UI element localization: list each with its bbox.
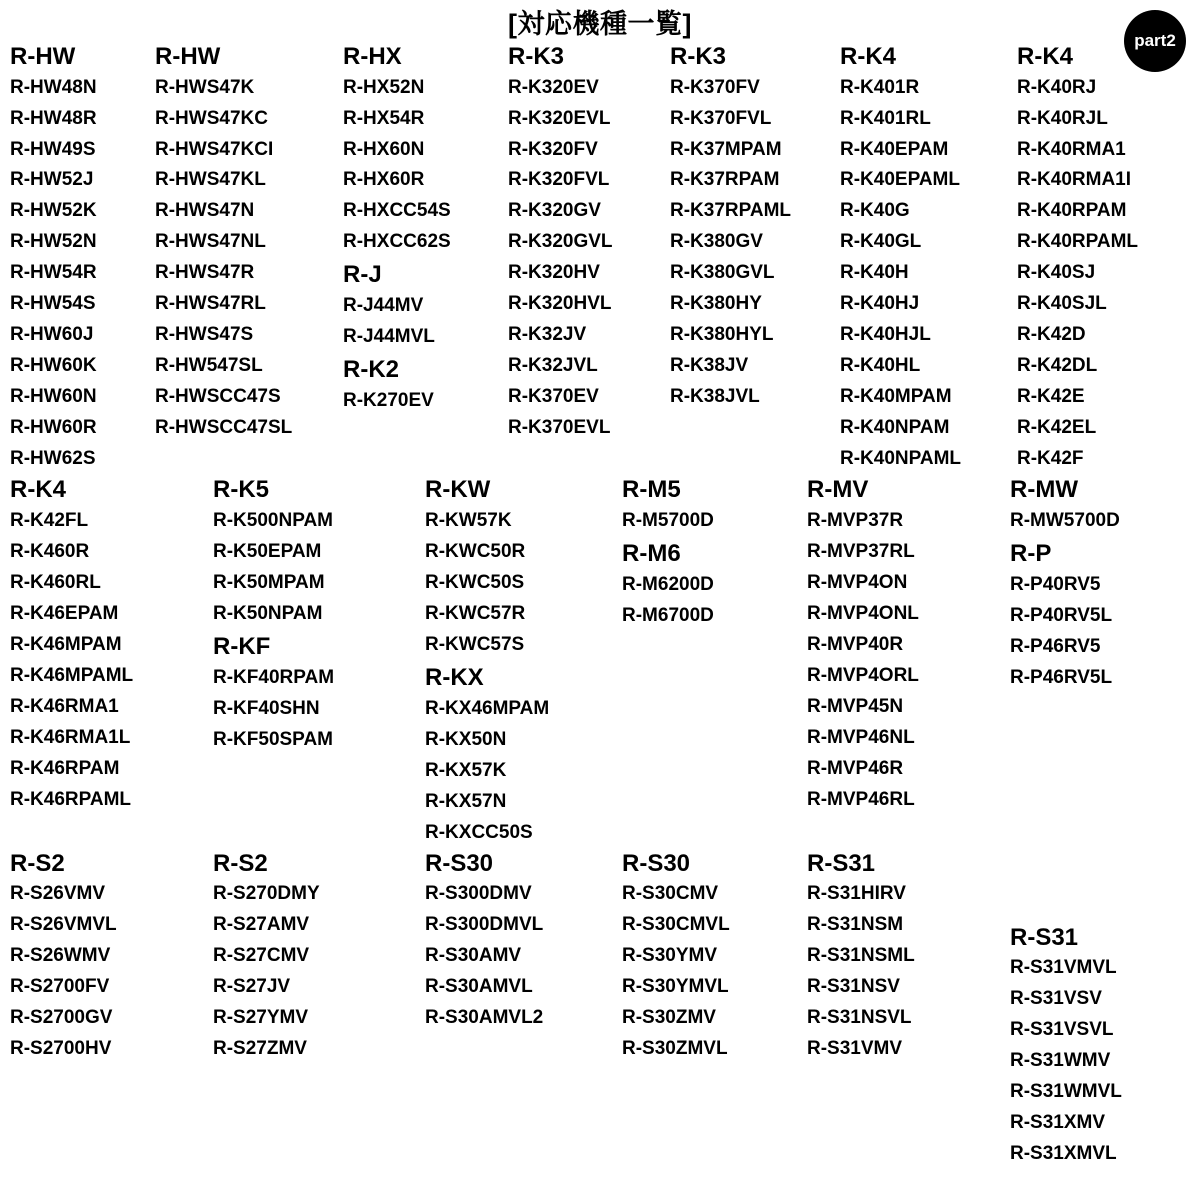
- model-column: [343, 44, 508, 417]
- model-item: R-HWS47NL: [155, 231, 266, 253]
- model-item: R-KWC57R: [425, 602, 526, 624]
- model-item: R-K320HV: [508, 262, 600, 284]
- group-heading: R-HX: [343, 42, 402, 70]
- model-item: R-K40SJ: [1017, 262, 1096, 284]
- model-item: R-K40EPAM: [840, 138, 949, 160]
- model-item: R-K38JV: [670, 355, 749, 377]
- model-item: R-K320FVL: [508, 169, 610, 191]
- model-item: R-K370FV: [670, 76, 760, 98]
- model-item: R-K380HY: [670, 293, 762, 315]
- model-item: R-P40RV5: [1010, 573, 1101, 595]
- model-item: R-S2700HV: [10, 1038, 112, 1060]
- model-item: R-HW52N: [10, 231, 97, 253]
- model-item: R-K320GV: [508, 200, 601, 222]
- group-heading: R-S30: [622, 849, 691, 877]
- model-item: R-P46RV5: [1010, 635, 1101, 657]
- model-item: R-S27AMV: [213, 914, 310, 936]
- model-item: R-K37MPAM: [670, 138, 782, 160]
- model-item: R-K46RMA1: [10, 695, 119, 717]
- model-column: [1010, 851, 1190, 1171]
- model-item: R-KX46MPAM: [425, 697, 550, 719]
- model-item: R-K460R: [10, 541, 90, 562]
- group-heading: R-MW: [1010, 476, 1078, 504]
- model-item: R-K270EV: [343, 390, 434, 412]
- model-item: R-MVP45N: [807, 695, 904, 717]
- group-heading: R-M5: [622, 476, 681, 504]
- model-item: R-HWS47RL: [155, 293, 266, 315]
- model-item: R-K320FV: [508, 138, 598, 160]
- model-item: R-HW60J: [10, 324, 94, 346]
- model-item: R-HW52J: [10, 169, 94, 191]
- group-heading: R-MV: [807, 476, 869, 504]
- model-item: R-HWS47KC: [155, 107, 268, 129]
- model-item: R-HWS47N: [155, 200, 255, 222]
- model-item: R-K32JV: [508, 324, 587, 346]
- model-item: R-S31VSVL: [1010, 1019, 1114, 1041]
- group-heading: R-KX: [425, 663, 484, 691]
- model-item: R-S270DMY: [213, 883, 320, 905]
- group-heading: R-P: [1010, 540, 1052, 567]
- model-item: R-K370EV: [508, 386, 599, 408]
- model-item: R-S26VMV: [10, 883, 106, 905]
- model-item: R-S26WMV: [10, 945, 111, 967]
- model-item: R-KX57K: [425, 759, 507, 781]
- model-item: R-K37RPAM: [670, 169, 780, 191]
- model-column: [1017, 44, 1190, 475]
- model-item: R-S30ZMVL: [622, 1038, 728, 1060]
- model-item: R-K370EVL: [508, 417, 611, 439]
- model-column: [622, 851, 807, 1066]
- model-item: R-MVP4ONL: [807, 602, 919, 624]
- model-column: [807, 477, 1010, 816]
- model-band-3: [10, 851, 1190, 1171]
- model-item: R-K320EVL: [508, 107, 611, 129]
- model-item: R-HX54R: [343, 107, 425, 129]
- model-item: R-K40RPAM: [1017, 200, 1127, 222]
- model-item: R-HW60R: [10, 417, 97, 439]
- group-heading: R-K3: [670, 42, 727, 70]
- group-heading: R-K4: [10, 476, 67, 504]
- model-item: R-KWC50R: [425, 541, 526, 562]
- model-item: R-K40H: [840, 262, 909, 284]
- model-item: R-K38JVL: [670, 386, 760, 408]
- group-heading: R-KW: [425, 476, 491, 504]
- model-column: [10, 44, 155, 475]
- model-item: R-MVP37R: [807, 510, 904, 532]
- model-item: R-K42F: [1017, 448, 1084, 470]
- group-heading: R-HW: [155, 42, 221, 70]
- model-item: R-KF40RPAM: [213, 666, 335, 688]
- model-column: [425, 851, 622, 1035]
- group-heading: R-K2: [343, 356, 400, 384]
- model-item: R-K46MPAM: [10, 633, 122, 655]
- group-heading: R-S2: [10, 849, 65, 877]
- model-item: R-K40RJ: [1017, 76, 1097, 98]
- model-item: R-K380HYL: [670, 324, 774, 346]
- model-item: R-KX50N: [425, 728, 507, 750]
- model-item: R-J44MV: [343, 295, 424, 317]
- model-item: R-K320GVL: [508, 231, 613, 253]
- model-item: R-S30CMV: [622, 883, 719, 905]
- model-item: R-K42DL: [1017, 355, 1098, 377]
- model-column: [807, 851, 1010, 1066]
- model-item: R-K46MPAML: [10, 664, 134, 686]
- model-item: R-S2700GV: [10, 1007, 113, 1029]
- model-item: R-KF40SHN: [213, 697, 320, 719]
- model-item: R-S30YMVL: [622, 976, 729, 998]
- group-heading: R-J: [343, 261, 382, 289]
- model-item: R-HW547SL: [155, 355, 263, 377]
- group-heading: R-K4: [1017, 42, 1074, 70]
- model-item: R-S31VMVL: [1010, 957, 1117, 979]
- model-item: R-K42EL: [1017, 417, 1097, 439]
- model-item: R-MVP46R: [807, 757, 904, 779]
- model-item: R-S31NSVL: [807, 1007, 912, 1029]
- model-item: R-P40RV5L: [1010, 604, 1113, 626]
- model-item: R-K40RJL: [1017, 107, 1108, 129]
- model-item: R-K320EV: [508, 76, 599, 98]
- model-item: R-S31XMVL: [1010, 1143, 1117, 1165]
- model-item: R-S31WMVL: [1010, 1081, 1122, 1103]
- model-item: R-KWC57S: [425, 633, 525, 655]
- model-item: R-MVP40R: [807, 633, 904, 655]
- model-item: R-K401RL: [840, 107, 931, 129]
- model-item: R-HW62S: [10, 448, 96, 470]
- model-band-1: [10, 44, 1190, 475]
- model-item: R-K46EPAM: [10, 602, 119, 624]
- model-item: R-K40NPAM: [840, 417, 950, 439]
- model-column: [1010, 477, 1190, 694]
- model-item: R-HXCC54S: [343, 200, 451, 222]
- model-item: R-S30AMVL2: [425, 1007, 544, 1029]
- model-item: R-MVP37RL: [807, 541, 915, 562]
- model-item: R-K42FL: [10, 510, 89, 532]
- model-item: R-S300DMVL: [425, 914, 544, 936]
- model-item: R-K46RPAM: [10, 757, 120, 779]
- model-item: R-MVP46NL: [807, 726, 915, 748]
- model-column: [425, 477, 622, 848]
- model-column: [840, 44, 1017, 475]
- model-column: [10, 851, 213, 1066]
- model-item: R-K500NPAM: [213, 510, 334, 532]
- model-column: [10, 477, 213, 816]
- model-item: R-K46RMA1L: [10, 726, 131, 748]
- model-item: R-S30AMVL: [425, 976, 533, 998]
- model-item: R-K42D: [1017, 324, 1086, 346]
- model-item: R-MVP4ON: [807, 571, 908, 593]
- model-item: R-K40RPAML: [1017, 231, 1139, 253]
- model-item: R-J44MVL: [343, 326, 435, 348]
- model-item: R-K50MPAM: [213, 571, 325, 593]
- model-column: [213, 851, 425, 1066]
- model-item: R-K42E: [1017, 386, 1085, 408]
- model-item: R-S30AMV: [425, 945, 522, 967]
- model-item: R-S31NSM: [807, 914, 904, 936]
- group-heading: R-S31: [807, 849, 876, 877]
- model-item: R-HW60N: [10, 386, 97, 408]
- model-item: R-KWC50S: [425, 571, 525, 593]
- model-item: R-K40GL: [840, 231, 922, 253]
- model-item: R-S31HIRV: [807, 883, 906, 905]
- model-item: R-S2700FV: [10, 976, 110, 998]
- column-spacer: [1010, 851, 1186, 925]
- model-item: R-M6200D: [622, 573, 714, 595]
- model-column: [622, 477, 807, 632]
- group-heading: R-S31: [1010, 923, 1079, 951]
- model-item: R-K460RL: [10, 571, 101, 593]
- group-heading: R-S2: [213, 849, 268, 877]
- model-item: R-HX60R: [343, 169, 425, 191]
- model-item: R-S27ZMV: [213, 1038, 307, 1060]
- group-heading: R-K3: [508, 42, 565, 70]
- page-title: [対応機種一覧]: [508, 9, 692, 39]
- model-band-2: [10, 477, 1190, 848]
- model-item: R-KX57N: [425, 790, 507, 812]
- group-heading: R-K5: [213, 476, 270, 504]
- model-item: R-S30YMV: [622, 945, 718, 967]
- model-column: [213, 477, 425, 756]
- group-heading: R-K4: [840, 42, 897, 70]
- model-item: R-S31WMV: [1010, 1050, 1111, 1072]
- model-item: R-HWS47S: [155, 324, 254, 346]
- model-item: R-HWS47KL: [155, 169, 266, 191]
- model-item: R-S31VMV: [807, 1038, 903, 1060]
- model-item: R-M5700D: [622, 510, 714, 532]
- model-item: R-K40MPAM: [840, 386, 952, 408]
- model-item: R-K40HJ: [840, 293, 920, 315]
- model-item: R-S31VSV: [1010, 988, 1102, 1010]
- model-item: R-HW60K: [10, 355, 97, 377]
- model-item: R-S31NSML: [807, 945, 915, 967]
- model-item: R-HW48R: [10, 107, 97, 129]
- model-item: R-K40RMA1I: [1017, 169, 1132, 191]
- model-item: R-HWS47KCI: [155, 138, 274, 160]
- group-heading: R-HW: [10, 42, 76, 70]
- model-item: R-S31NSV: [807, 976, 900, 998]
- model-item: R-K46RPAML: [10, 788, 132, 810]
- model-item: R-K380GV: [670, 231, 763, 253]
- model-item: R-KF50SPAM: [213, 728, 333, 750]
- model-item: R-HW54R: [10, 262, 97, 284]
- part-badge: part2: [1124, 10, 1186, 72]
- model-item: R-K40HJL: [840, 324, 931, 346]
- model-item: R-K40SJL: [1017, 293, 1107, 315]
- model-item: R-HX60N: [343, 138, 425, 160]
- model-item: R-MW5700D: [1010, 510, 1120, 532]
- model-column: [155, 44, 343, 445]
- model-item: R-K40G: [840, 200, 910, 222]
- model-item: R-S26VMVL: [10, 914, 117, 936]
- model-item: R-K40NPAML: [840, 448, 962, 470]
- model-item: R-S31XMV: [1010, 1112, 1106, 1134]
- model-item: R-S30ZMV: [622, 1007, 716, 1029]
- model-item: R-HWS47K: [155, 76, 255, 98]
- model-column: [670, 44, 840, 414]
- model-item: R-K40EPAML: [840, 169, 960, 191]
- model-item: R-KW57K: [425, 510, 512, 532]
- model-item: R-K370FVL: [670, 107, 772, 129]
- model-item: R-K50NPAM: [213, 602, 323, 624]
- model-column: [508, 44, 670, 445]
- model-item: R-K401R: [840, 76, 920, 98]
- group-heading: R-M6: [622, 540, 681, 567]
- model-item: R-K32JVL: [508, 355, 598, 377]
- model-item: R-K40RMA1: [1017, 138, 1126, 160]
- model-item: R-M6700D: [622, 604, 714, 626]
- model-item: R-P46RV5L: [1010, 666, 1113, 688]
- model-item: R-K320HVL: [508, 293, 612, 315]
- model-item: R-KXCC50S: [425, 821, 533, 843]
- model-item: R-HWS47R: [155, 262, 255, 284]
- model-item: R-S30CMVL: [622, 914, 730, 936]
- model-item: R-S27CMV: [213, 945, 310, 967]
- model-item: R-S27YMV: [213, 1007, 309, 1029]
- model-item: R-HW49S: [10, 138, 96, 160]
- model-item: R-HWSCC47S: [155, 386, 281, 408]
- group-heading: R-S30: [425, 849, 494, 877]
- model-item: R-MVP46RL: [807, 788, 915, 810]
- model-item: R-K40HL: [840, 355, 921, 377]
- model-item: R-MVP4ORL: [807, 664, 919, 686]
- model-item: R-K380GVL: [670, 262, 775, 284]
- model-item: R-HW54S: [10, 293, 96, 315]
- model-item: R-K37RPAML: [670, 200, 792, 222]
- model-item: R-S27JV: [213, 976, 291, 998]
- group-heading: R-KF: [213, 632, 271, 660]
- model-item: R-HWSCC47SL: [155, 417, 293, 439]
- model-item: R-K50EPAM: [213, 541, 322, 562]
- model-item: R-HX52N: [343, 76, 425, 98]
- model-item: R-HXCC62S: [343, 231, 451, 253]
- model-item: R-HW48N: [10, 76, 97, 98]
- model-item: R-S300DMV: [425, 883, 532, 905]
- model-item: R-HW52K: [10, 200, 97, 222]
